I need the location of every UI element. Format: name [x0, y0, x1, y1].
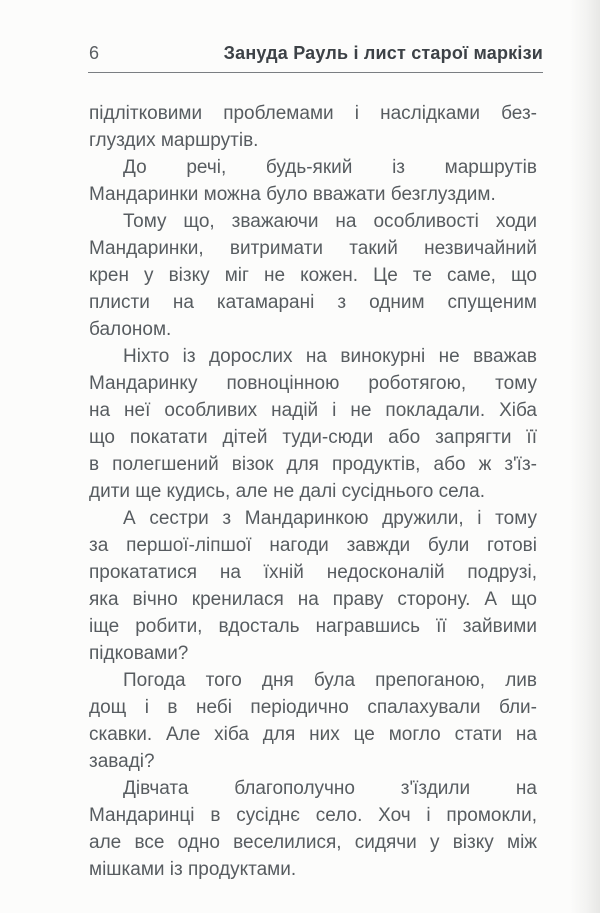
text-line: Мандаринки, витримати такий незвичайний — [89, 238, 537, 259]
text-line: плисти на катамарані з одним спущеним — [89, 292, 537, 313]
text-line: але все одно веселилися, сидячи у візку між — [89, 832, 537, 853]
text-line: іще робити, вдосталь награвшись її зайвими — [89, 616, 537, 637]
text-line: Погода того дня була препоганою, лив — [123, 670, 537, 691]
text-line: Мандаринки можна було вважати безглуздим. — [89, 184, 496, 205]
text-line: Мандаринку повноцінною роботягою, тому — [89, 373, 537, 394]
text-line: Тому що, зважаючи на особливості ходи — [123, 211, 537, 232]
page-header — [89, 43, 543, 64]
text-line: за першої-ліпшої нагоди завжди були готові — [89, 535, 537, 556]
page-body — [89, 100, 537, 883]
text-line: глуздих маршрутів. — [89, 130, 259, 151]
text-line: Мандаринці в сусіднє село. Хоч і промокли, — [89, 805, 537, 826]
text-line: балоном. — [89, 319, 172, 340]
text-line: на неї особливих надій і не покладали. Хіба — [89, 400, 537, 421]
header-rule — [88, 72, 543, 73]
text-line: прокататися на їхній недосконалій подрузі, — [89, 562, 537, 583]
text-line: яка вічно кренилася на праву сторону. А що — [89, 589, 537, 610]
page-edge-shadow — [570, 0, 600, 913]
text-line: До речі, будь-який із маршрутів — [123, 157, 537, 178]
text-line: в полегшений візок для продуктів, або ж з'їз- — [89, 454, 537, 475]
text-line: крен у візку міг не кожен. Це те саме, що — [89, 265, 537, 286]
text-line: мішками із продуктами. — [89, 859, 297, 880]
text-line: дощ і в небі періодично спалахували бли- — [89, 697, 537, 718]
text-line: дити ще кудись, але не далі сусіднього села. — [89, 481, 485, 502]
text-line: заваді? — [89, 751, 155, 772]
text-line: А сестри з Мандаринкою дружили, і тому — [123, 508, 537, 529]
text-line: Ніхто із дорослих на винокурні не вважав — [123, 346, 537, 367]
running-title: Зануда Рауль і лист старої маркізи — [223, 43, 543, 63]
text-line: Дівчата благополучно з'їздили на — [123, 778, 537, 799]
text-line: підковами? — [89, 643, 189, 664]
text-line: що покатати дітей туди-сюди або запрягти її — [89, 427, 537, 448]
page-number: 6 — [89, 43, 100, 63]
text-line: підлітковими проблемами і наслідками без- — [89, 103, 537, 124]
text-line: скавки. Але хіба для них це могло стати на — [89, 724, 537, 745]
